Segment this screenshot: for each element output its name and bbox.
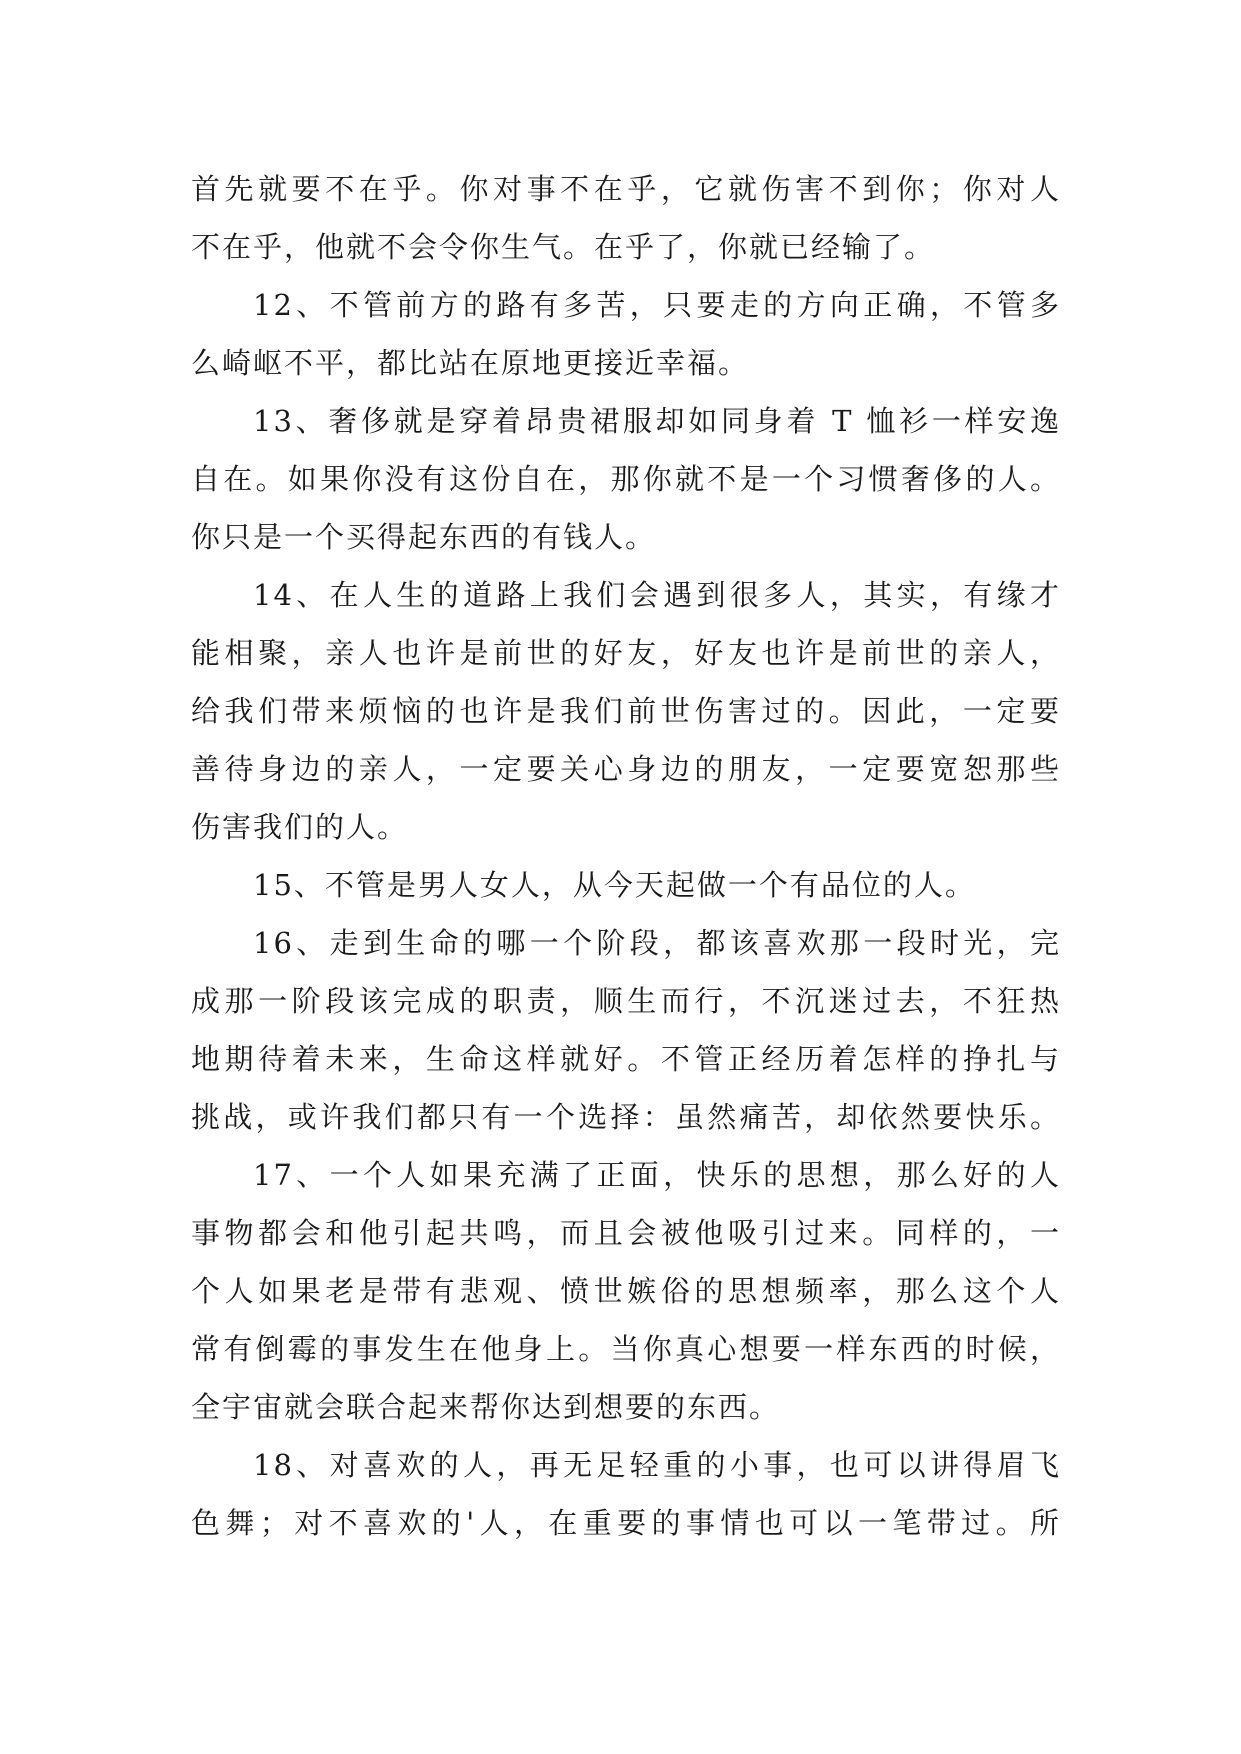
text-line: 你只是一个买得起东西的有钱人。	[191, 520, 657, 554]
text-line: 首先就要不在乎。你对事不在乎，它就伤害不到你；你对人	[191, 172, 1061, 206]
text-line: 给我们带来烦恼的也许是我们前世伤害过的。因此，一定要	[191, 694, 1061, 728]
text-line: 不在乎，他就不会令你生气。在乎了，你就已经输了。	[191, 230, 936, 264]
text-line: 自在。如果你没有这份自在，那你就不是一个习惯奢侈的人。	[191, 462, 1061, 496]
text-line: 色舞；对不喜欢的'人，在重要的事情也可以一笔带过。所	[191, 1506, 1061, 1540]
text-line: 善待身边的亲人，一定要关心身边的朋友，一定要宽恕那些	[191, 752, 1061, 786]
paragraph-15-line: 15、不管是男人女人，从今天起做一个有品位的人。	[253, 868, 976, 902]
paragraph-13-line: 13、奢侈就是穿着昂贵裙服却如同身着 T 恤衫一样安逸	[253, 404, 1061, 438]
text-line: 挑战，或许我们都只有一个选择：虽然痛苦，却依然要快乐。	[191, 1100, 1061, 1134]
text-line: 成那一阶段该完成的职责，顺生而行，不沉迷过去，不狂热	[191, 984, 1061, 1018]
text-line: 地期待着未来，生命这样就好。不管正经历着怎样的挣扎与	[191, 1042, 1061, 1076]
paragraph-18-line: 18、对喜欢的人，再无足轻重的小事，也可以讲得眉飞	[253, 1448, 1061, 1482]
text-line: 全宇宙就会联合起来帮你达到想要的东西。	[191, 1390, 781, 1424]
text-line: 事物都会和他引起共鸣，而且会被他吸引过来。同样的，一	[191, 1216, 1061, 1250]
text-line: 个人如果老是带有悲观、愤世嫉俗的思想频率，那么这个人	[191, 1274, 1061, 1308]
paragraph-16-line: 16、走到生命的哪一个阶段，都该喜欢那一段时光，完	[253, 926, 1061, 960]
text-line: 常有倒霉的事发生在他身上。当你真心想要一样东西的时候，	[191, 1332, 1061, 1366]
paragraph-12-line: 12、不管前方的路有多苦，只要走的方向正确，不管多	[253, 288, 1061, 322]
paragraph-17-line: 17、一个人如果充满了正面，快乐的思想，那么好的人	[253, 1158, 1061, 1192]
paragraph-14-line: 14、在人生的道路上我们会遇到很多人，其实，有缘才	[253, 578, 1061, 612]
text-line: 么崎岖不平，都比站在原地更接近幸福。	[191, 346, 750, 380]
text-line: 伤害我们的人。	[191, 810, 409, 844]
text-line: 能相聚，亲人也许是前世的好友，好友也许是前世的亲人，	[191, 636, 1061, 670]
